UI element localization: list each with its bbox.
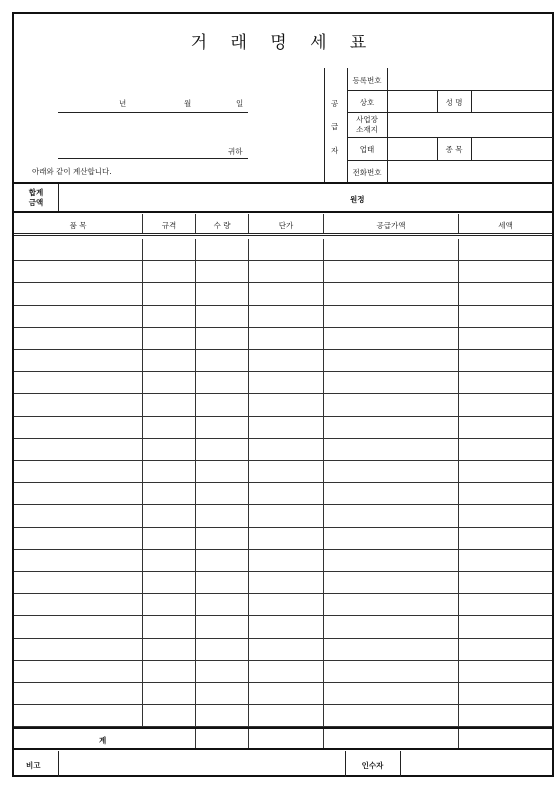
item-cell[interactable]: [14, 417, 143, 438]
quantity-cell[interactable]: [196, 683, 249, 704]
total-tax-cell[interactable]: [459, 729, 552, 748]
spec-cell[interactable]: [143, 461, 196, 482]
supplier-label-ja: 자: [331, 146, 339, 155]
table-row: [14, 705, 552, 727]
spec-cell[interactable]: [143, 616, 196, 637]
unit-price-cell[interactable]: [249, 239, 324, 260]
item-cell[interactable]: [14, 461, 143, 482]
quantity-cell[interactable]: [196, 461, 249, 482]
unit-price-cell[interactable]: [249, 528, 324, 549]
tax-cell[interactable]: [459, 550, 552, 571]
table-header: [14, 214, 552, 236]
supply-amount-cell[interactable]: [324, 550, 459, 571]
item-cell[interactable]: [14, 306, 143, 327]
table-row: [14, 239, 552, 261]
spec-cell[interactable]: [143, 683, 196, 704]
table-row: [14, 528, 552, 550]
supply-amount-cell[interactable]: [324, 372, 459, 393]
supply-amount-cell[interactable]: [324, 350, 459, 371]
supply-amount-cell[interactable]: [324, 283, 459, 304]
unit-price-cell[interactable]: [249, 328, 324, 349]
table-total-row: [14, 727, 552, 750]
table-row: [14, 572, 552, 594]
table-row: [14, 616, 552, 638]
tax-cell[interactable]: [459, 372, 552, 393]
table-row: [14, 550, 552, 572]
quantity-cell[interactable]: [196, 239, 249, 260]
supply-amount-cell[interactable]: [324, 639, 459, 660]
item-cell[interactable]: [14, 505, 143, 526]
tax-cell[interactable]: [459, 261, 552, 282]
unit-price-cell[interactable]: [249, 306, 324, 327]
quantity-cell[interactable]: [196, 417, 249, 438]
unit-price-cell[interactable]: [249, 683, 324, 704]
item-cell[interactable]: [14, 394, 143, 415]
supply-amount-cell[interactable]: [324, 439, 459, 460]
header-tax: 세액: [498, 221, 513, 230]
table-row: [14, 505, 552, 527]
quantity-cell[interactable]: [196, 572, 249, 593]
date-underline: [58, 112, 248, 113]
spec-cell[interactable]: [143, 394, 196, 415]
quantity-cell[interactable]: [196, 594, 249, 615]
item-cell[interactable]: [14, 439, 143, 460]
company-field[interactable]: [388, 91, 437, 112]
unit-price-cell[interactable]: [249, 483, 324, 504]
supply-amount-cell[interactable]: [324, 261, 459, 282]
item-cell[interactable]: [14, 483, 143, 504]
unit-price-cell[interactable]: [249, 350, 324, 371]
tax-cell[interactable]: [459, 350, 552, 371]
total-quantity-cell[interactable]: [196, 729, 249, 748]
unit-price-cell[interactable]: [249, 616, 324, 637]
table-row: [14, 394, 552, 416]
item-cell[interactable]: [14, 705, 143, 726]
header-quantity: 수 량: [213, 221, 231, 230]
receiver-label: 인수자: [361, 761, 384, 770]
table-row: [14, 350, 552, 372]
phone-field[interactable]: [388, 161, 553, 182]
tax-cell[interactable]: [459, 572, 552, 593]
supply-amount-cell[interactable]: [324, 417, 459, 438]
quantity-cell[interactable]: [196, 328, 249, 349]
tax-cell[interactable]: [459, 394, 552, 415]
total-row-label: 계: [99, 736, 107, 745]
document-title: 거 래 명 세 표: [190, 33, 376, 53]
quantity-cell[interactable]: [196, 661, 249, 682]
recipient-underline[interactable]: [58, 158, 248, 159]
quantity-cell[interactable]: [196, 372, 249, 393]
item-cell[interactable]: [14, 550, 143, 571]
tax-cell[interactable]: [459, 639, 552, 660]
spec-cell[interactable]: [143, 328, 196, 349]
header-spec: 규격: [161, 221, 177, 230]
quantity-cell[interactable]: [196, 639, 249, 660]
supplier-label-gong: 공: [331, 99, 339, 108]
item-cell[interactable]: [14, 350, 143, 371]
spec-cell[interactable]: [143, 239, 196, 260]
address-field[interactable]: [388, 113, 553, 137]
intro-text: 아래와 같이 계산합니다.: [32, 167, 112, 176]
tax-cell[interactable]: [459, 439, 552, 460]
spec-cell[interactable]: [143, 283, 196, 304]
item-cell[interactable]: [14, 616, 143, 637]
tax-cell[interactable]: [459, 594, 552, 615]
supply-amount-cell[interactable]: [324, 328, 459, 349]
supply-amount-cell[interactable]: [324, 661, 459, 682]
spec-cell[interactable]: [143, 417, 196, 438]
supply-amount-cell[interactable]: [324, 461, 459, 482]
quantity-cell[interactable]: [196, 306, 249, 327]
table-row: [14, 306, 552, 328]
business-item-label: 종 목: [445, 145, 463, 154]
unit-price-cell[interactable]: [249, 372, 324, 393]
unit-price-cell[interactable]: [249, 550, 324, 571]
spec-cell[interactable]: [143, 550, 196, 571]
tax-cell[interactable]: [459, 328, 552, 349]
total-amount-field[interactable]: [59, 184, 344, 211]
date-month-label: 월: [184, 99, 192, 108]
unit-price-cell[interactable]: [249, 505, 324, 526]
quantity-cell[interactable]: [196, 283, 249, 304]
spec-cell[interactable]: [143, 661, 196, 682]
date-year-label: 년: [119, 99, 127, 108]
tax-cell[interactable]: [459, 528, 552, 549]
unit-price-cell[interactable]: [249, 572, 324, 593]
unit-price-cell[interactable]: [249, 461, 324, 482]
date-day-label: 일: [236, 99, 244, 108]
tax-cell[interactable]: [459, 616, 552, 637]
spec-cell[interactable]: [143, 505, 196, 526]
tax-cell[interactable]: [459, 705, 552, 726]
item-cell[interactable]: [14, 328, 143, 349]
supply-amount-cell[interactable]: [324, 705, 459, 726]
unit-price-cell[interactable]: [249, 394, 324, 415]
item-cell[interactable]: [14, 261, 143, 282]
item-cell[interactable]: [14, 639, 143, 660]
footer-row: [14, 751, 552, 777]
quantity-cell[interactable]: [196, 616, 249, 637]
registration-no-field[interactable]: [388, 69, 553, 90]
table-row: [14, 417, 552, 439]
header-supply-amount: 공급가액: [376, 221, 406, 230]
unit-price-cell[interactable]: [249, 283, 324, 304]
tax-cell[interactable]: [459, 306, 552, 327]
spec-cell[interactable]: [143, 528, 196, 549]
supply-amount-cell[interactable]: [324, 594, 459, 615]
quantity-cell[interactable]: [196, 705, 249, 726]
quantity-cell[interactable]: [196, 483, 249, 504]
remarks-label: 비고: [26, 761, 41, 770]
table-row: [14, 661, 552, 683]
total-amount-band: [14, 182, 552, 213]
spec-cell[interactable]: [143, 261, 196, 282]
spec-cell[interactable]: [143, 594, 196, 615]
address-label: 사업장 소재지: [356, 115, 378, 134]
item-cell[interactable]: [14, 683, 143, 704]
header-unit-price: 단가: [278, 221, 294, 230]
supply-amount-cell[interactable]: [324, 572, 459, 593]
table-row: [14, 683, 552, 705]
spec-cell[interactable]: [143, 705, 196, 726]
quantity-cell[interactable]: [196, 350, 249, 371]
item-cell[interactable]: [14, 372, 143, 393]
total-supply-amount-cell[interactable]: [324, 729, 459, 748]
table-row: [14, 461, 552, 483]
quantity-cell[interactable]: [196, 439, 249, 460]
unit-price-cell[interactable]: [249, 594, 324, 615]
tax-cell[interactable]: [459, 505, 552, 526]
tax-cell[interactable]: [459, 239, 552, 260]
tax-cell[interactable]: [459, 283, 552, 304]
table-row: [14, 283, 552, 305]
supply-amount-cell[interactable]: [324, 239, 459, 260]
item-cell[interactable]: [14, 661, 143, 682]
quantity-cell[interactable]: [196, 528, 249, 549]
unit-price-cell[interactable]: [249, 417, 324, 438]
quantity-cell[interactable]: [196, 261, 249, 282]
business-item-field[interactable]: [472, 138, 553, 160]
table-row: [14, 594, 552, 616]
item-cell[interactable]: [14, 283, 143, 304]
quantity-cell[interactable]: [196, 505, 249, 526]
item-cell[interactable]: [14, 594, 143, 615]
table-row: [14, 483, 552, 505]
unit-price-cell[interactable]: [249, 261, 324, 282]
spec-cell[interactable]: [143, 639, 196, 660]
tax-cell[interactable]: [459, 683, 552, 704]
unit-price-cell[interactable]: [249, 705, 324, 726]
business-type-field[interactable]: [388, 138, 437, 160]
spec-cell[interactable]: [143, 483, 196, 504]
unit-price-cell[interactable]: [249, 639, 324, 660]
supply-amount-cell[interactable]: [324, 394, 459, 415]
remarks-field[interactable]: [59, 751, 345, 777]
item-cell[interactable]: [14, 572, 143, 593]
tax-cell[interactable]: [459, 461, 552, 482]
supplier-label-geup: 급: [331, 122, 339, 131]
statement-form: [12, 12, 554, 777]
quantity-cell[interactable]: [196, 394, 249, 415]
table-row: [14, 439, 552, 461]
table-row: [14, 639, 552, 661]
item-cell[interactable]: [14, 239, 143, 260]
spec-cell[interactable]: [143, 372, 196, 393]
supply-amount-cell[interactable]: [324, 306, 459, 327]
supply-amount-cell[interactable]: [324, 528, 459, 549]
total-amount-label: 합계 금액: [28, 188, 44, 207]
tax-cell[interactable]: [459, 483, 552, 504]
supply-amount-cell[interactable]: [324, 483, 459, 504]
business-type-label: 업태: [359, 145, 375, 154]
tax-cell[interactable]: [459, 417, 552, 438]
owner-name-label: 성 명: [445, 98, 463, 107]
item-cell[interactable]: [14, 528, 143, 549]
owner-name-field[interactable]: [472, 91, 553, 112]
spec-cell[interactable]: [143, 439, 196, 460]
company-label: 상호: [359, 98, 375, 107]
table-row: [14, 261, 552, 283]
registration-no-label: 등록번호: [352, 76, 382, 85]
spec-cell[interactable]: [143, 572, 196, 593]
quantity-cell[interactable]: [196, 550, 249, 571]
header-item: 품 목: [69, 221, 87, 230]
unit-price-cell[interactable]: [249, 439, 324, 460]
total-amount-unit: 원정: [350, 195, 365, 204]
unit-price-cell[interactable]: [249, 661, 324, 682]
supply-amount-cell[interactable]: [324, 505, 459, 526]
table-row: [14, 328, 552, 350]
supplier-box: [324, 68, 552, 182]
spec-cell[interactable]: [143, 350, 196, 371]
phone-label: 전화번호: [352, 168, 382, 177]
total-unit-price-cell[interactable]: [249, 729, 324, 748]
supply-amount-cell[interactable]: [324, 683, 459, 704]
spec-cell[interactable]: [143, 306, 196, 327]
supply-amount-cell[interactable]: [324, 616, 459, 637]
recipient-suffix: 귀하: [228, 147, 243, 156]
tax-cell[interactable]: [459, 661, 552, 682]
receiver-field[interactable]: [401, 751, 552, 777]
table-row: [14, 372, 552, 394]
